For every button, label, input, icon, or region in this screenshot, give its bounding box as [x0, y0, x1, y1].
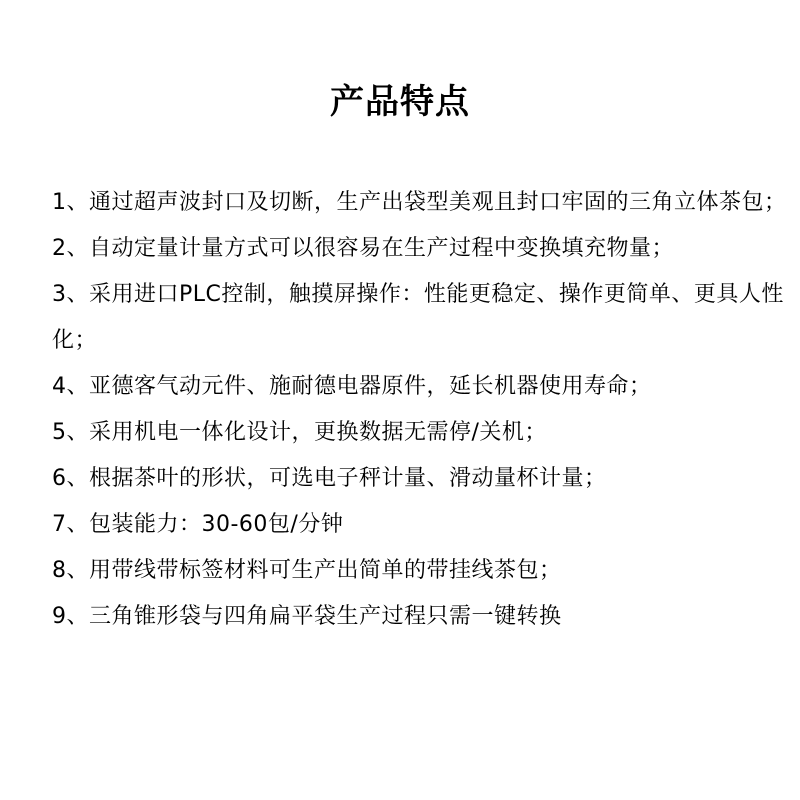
feature-list	[52, 180, 787, 640]
feature-item-5: 5、采用机电一体化设计，更换数据无需停/关机；	[52, 420, 547, 445]
feature-item-8: 8、用带线带标签材料可生产出简单的带挂线茶包；	[52, 558, 562, 583]
page-title: 产品特点	[330, 82, 470, 122]
feature-item-3: 3、采用进口PLC控制，触摸屏操作：性能更稳定、操作更简单、更具人性化；	[52, 282, 784, 353]
feature-item-6: 6、根据茶叶的形状，可选电子秤计量、滑动量杯计量；	[52, 466, 607, 491]
feature-item-7: 7、包装能力：30-60包/分钟	[52, 512, 344, 537]
feature-item-4: 4、亚德客气动元件、施耐德电器原件，延长机器使用寿命；	[52, 374, 652, 399]
feature-item-2: 2、自动定量计量方式可以很容易在生产过程中变换填充物量；	[52, 236, 674, 261]
feature-item-9: 9、三角锥形袋与四角扁平袋生产过程只需一键转换	[52, 604, 562, 629]
feature-item-1: 1、通过超声波封口及切断，生产出袋型美观且封口牢固的三角立体茶包；	[52, 190, 787, 215]
